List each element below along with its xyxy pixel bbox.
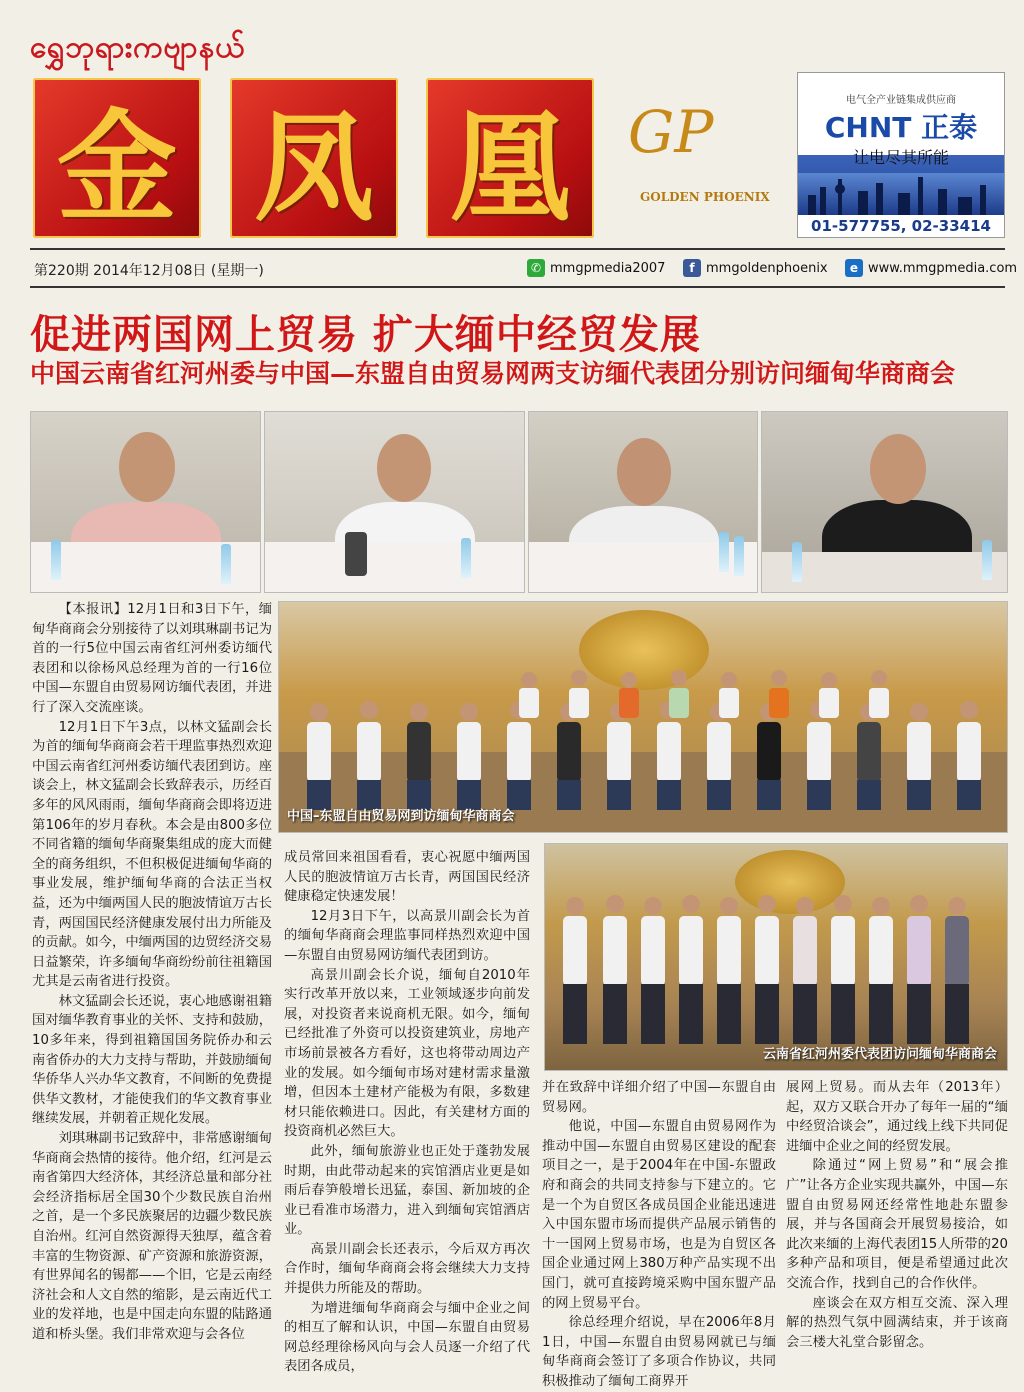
photo-speaker-2: [264, 411, 525, 593]
issue-rule: [30, 286, 1005, 288]
article-paragraph: 此外，缅甸旅游业也正处于蓬勃发展时期，由此带动起来的宾馆酒店业更是如雨后春笋般增长迅猛，泰国、新加坡的企业已看准市场潜力，进入到缅甸宾馆酒店业。: [284, 1143, 530, 1238]
article-paragraph: 展网上贸易。而从去年（2013年）起，双方又联合开办了每年一届的“缅中经贸洽谈会”，通过线上线下共同促进缅中企业之间的经贸发展。: [786, 1080, 1008, 1154]
photo-speaker-3: [528, 411, 758, 593]
masthead-char-huang: 凰: [426, 78, 594, 238]
ad-phone-numbers: 01-577755, 02-33414: [798, 215, 1004, 237]
city-skyline-image: [798, 173, 1004, 215]
facebook-icon: f: [683, 259, 701, 277]
gp-logo-letters: GP: [628, 98, 714, 166]
ad-slogan: 让电尽其所能: [852, 148, 949, 167]
photo-speaker-1: [30, 411, 261, 593]
website-link[interactable]: [845, 259, 1017, 277]
article-column-1: [32, 600, 272, 1345]
article-paragraph: 高景川副会长介说，缅甸自2010年实行改革开放以来，工业领域逐步向前发展，对投资者来说商机无限。如今，缅甸已经批准了外资可以投资建筑业，房地产市场前景被各方看好，这也将带动周边产业的发展。如今缅甸市场对建材需求量激增，但因本土建材产能极为有限，多数建材只能依赖进口。因此，有关建材方面的投资商机必然巨大。: [284, 967, 530, 1140]
article-column-4: [786, 1078, 1008, 1352]
facebook-id: mmgoldenphoenix: [706, 260, 828, 276]
burmese-masthead-title: ရွှေဘုရားကဗျာနယ်: [30, 30, 246, 65]
masthead-char-gold: 金: [33, 78, 201, 238]
article-column-2: [284, 848, 530, 1377]
ad-tagline: 电气全产业链集成供应商: [846, 95, 956, 106]
wechat-link[interactable]: [527, 259, 665, 277]
facebook-link[interactable]: [683, 259, 828, 277]
caption-group-photo-2: 云南省红河州委代表团访问缅甸华商商会: [762, 1047, 997, 1062]
article-paragraph: 为增进缅甸华商商会与缅中企业之间的相互了解和认识，中国—东盟自由贸易网总经理徐杨风向与会人员逐一介绍了代表团各成员，: [284, 1300, 530, 1375]
website-url: www.mmgpmedia.com: [868, 260, 1018, 276]
chint-advertisement[interactable]: [797, 72, 1005, 238]
sub-headline: 中国云南省红河州委与中国—东盟自由贸易网两支访缅代表团分别访问缅甸华商商会: [30, 359, 956, 388]
article-paragraph: 除通过“网上贸易”和“展会推广”让各方企业实现共赢外，中国—东盟自由贸易网还经常性地赴东盟参展，并与各国商会开展贸易接洽，如此次来缅的上海代表团15人所带的20多种产品和项目，便是希望通过此次交流合作，找到自己的合作伙伴。: [786, 1158, 1008, 1291]
article-paragraph: 刘琪琳副书记致辞中，非常感谢缅甸华商商会热情的接待。他介绍，红河是云南省第四大经济体，其经济总量和部分社会经济指标居全国30个少数民族自治州之首，是一个多民族聚居的边疆少数民族自治州。红河自然资源得天独厚，蕴含着丰富的生物资源、矿产资源和旅游资源，有世界闻名的锡都——个旧，它是云南经济社会和人文自然的缩影，是云南近代工业的发祥地，也是中国走向东盟的陆路通道和桥头堡。我们非常欢迎与会各位: [32, 1131, 272, 1342]
article-paragraph: 并在致辞中详细介绍了中国—东盟自由贸易网。: [542, 1080, 776, 1115]
masthead-char-feng: 凤: [230, 78, 398, 238]
article-paragraph: 【本报讯】12月1日和3日下午，缅甸华商商会分别接待了以刘琪琳副书记为首的一行5位中国云南省红河州委访缅代表团和以徐杨风总经理为首的一行16位中国—东盟自由贸易网访缅代表团，并进行了深入交流座谈。: [32, 602, 272, 715]
main-headline: 促进两国网上贸易 扩大缅中经贸发展: [30, 311, 701, 358]
wechat-id: mmgpmedia2007: [550, 260, 666, 276]
caption-group-photo-1: 中国–东盟自由贸易网到访缅甸华商商会: [287, 809, 515, 824]
ad-logo: CHNT 正泰: [824, 111, 978, 144]
article-paragraph: 12月3日下午，以高景川副会长为首的缅甸华商商会理监事同样热烈欢迎中国—东盟自由贸易网访缅代表团到访。: [284, 908, 530, 963]
photo-speaker-4: [761, 411, 1008, 593]
wechat-icon: ✆: [527, 259, 545, 277]
article-paragraph: 林文猛副会长还说，衷心地感谢祖籍国对缅华教育事业的关怀、支持和鼓励，10多年来，得到祖籍国国务院侨办和云南省侨办的大力支持与帮助，并鼓励缅甸华侨华人兴办华文教育，不间断的免费提供华文教材，才能使我们的华文教育事业继续发展，并朝着正规化发展。: [32, 993, 272, 1127]
browser-icon: e: [845, 259, 863, 277]
group-photo-honghe: [544, 843, 1008, 1071]
article-paragraph: 他说，中国—东盟自由贸易网作为推动中国—东盟自由贸易区建设的配套项目之一，是于2004年在中国-东盟政府和商会的共同支持参与下建立的。它是一个为自贸区各成员国企业能迅速进入中国东盟市场而提供产品展示销售的十一国网上贸易市场，也是为自贸区各国企业通过网上380万种产品实现不出国门，就可直接跨境采购中国东盟产品的网上贸易平台。: [542, 1119, 776, 1311]
article-column-3: [542, 1078, 776, 1392]
issue-date-line: 第220期 2014年12月08日 (星期一): [34, 263, 264, 279]
golden-phoenix-label: GOLDEN PHOENIX: [640, 190, 770, 204]
article-paragraph: 成员常回来祖国看看，衷心祝愿中缅两国人民的胞波情谊万古长青，两国国民经济健康稳定快速发展！: [284, 850, 530, 905]
article-paragraph: 高景川副会长还表示，今后双方再次合作时，缅甸华商商会将会继续大力支持并提供力所能及的帮助。: [284, 1241, 530, 1297]
group-photo-trade-net: [278, 601, 1008, 833]
masthead-rule: [30, 248, 1005, 250]
article-paragraph: 徐总经理介绍说，早在2006年8月1日，中国—东盟自由贸易网就已与缅甸华商商会签订了多项合作协议，共同积极推动了缅甸工商界开: [542, 1315, 776, 1389]
article-paragraph: 12月1日下午3点，以林文猛副会长为首的缅甸华商商会若干理监事热烈欢迎中国云南省红河州委访缅代表团到访。座谈会上，林文猛副会长致辞表示，历经百多年的风风雨雨，缅甸华商商会即将迈进第106年的岁月春秋。本会是由800多位不同省籍的缅甸华商聚集组成的庞大而健全的商务组织，不但积极促进缅甸华商的事业发展，维护缅甸华商的合法正当权益，还为中缅两国人民的胞波情谊万古长青，两国国民经济健康发展付出力所能及的贡献。如今，中缅两国的边贸经济交易日益繁荣，许多缅甸华商纷纷前往祖籍国尤其是云南省进行投资。: [32, 719, 272, 990]
article-paragraph: 座谈会在双方相互交流、深入理解的热烈气氛中圆满结束，并于该商会三楼大礼堂合影留念。: [786, 1295, 1008, 1350]
